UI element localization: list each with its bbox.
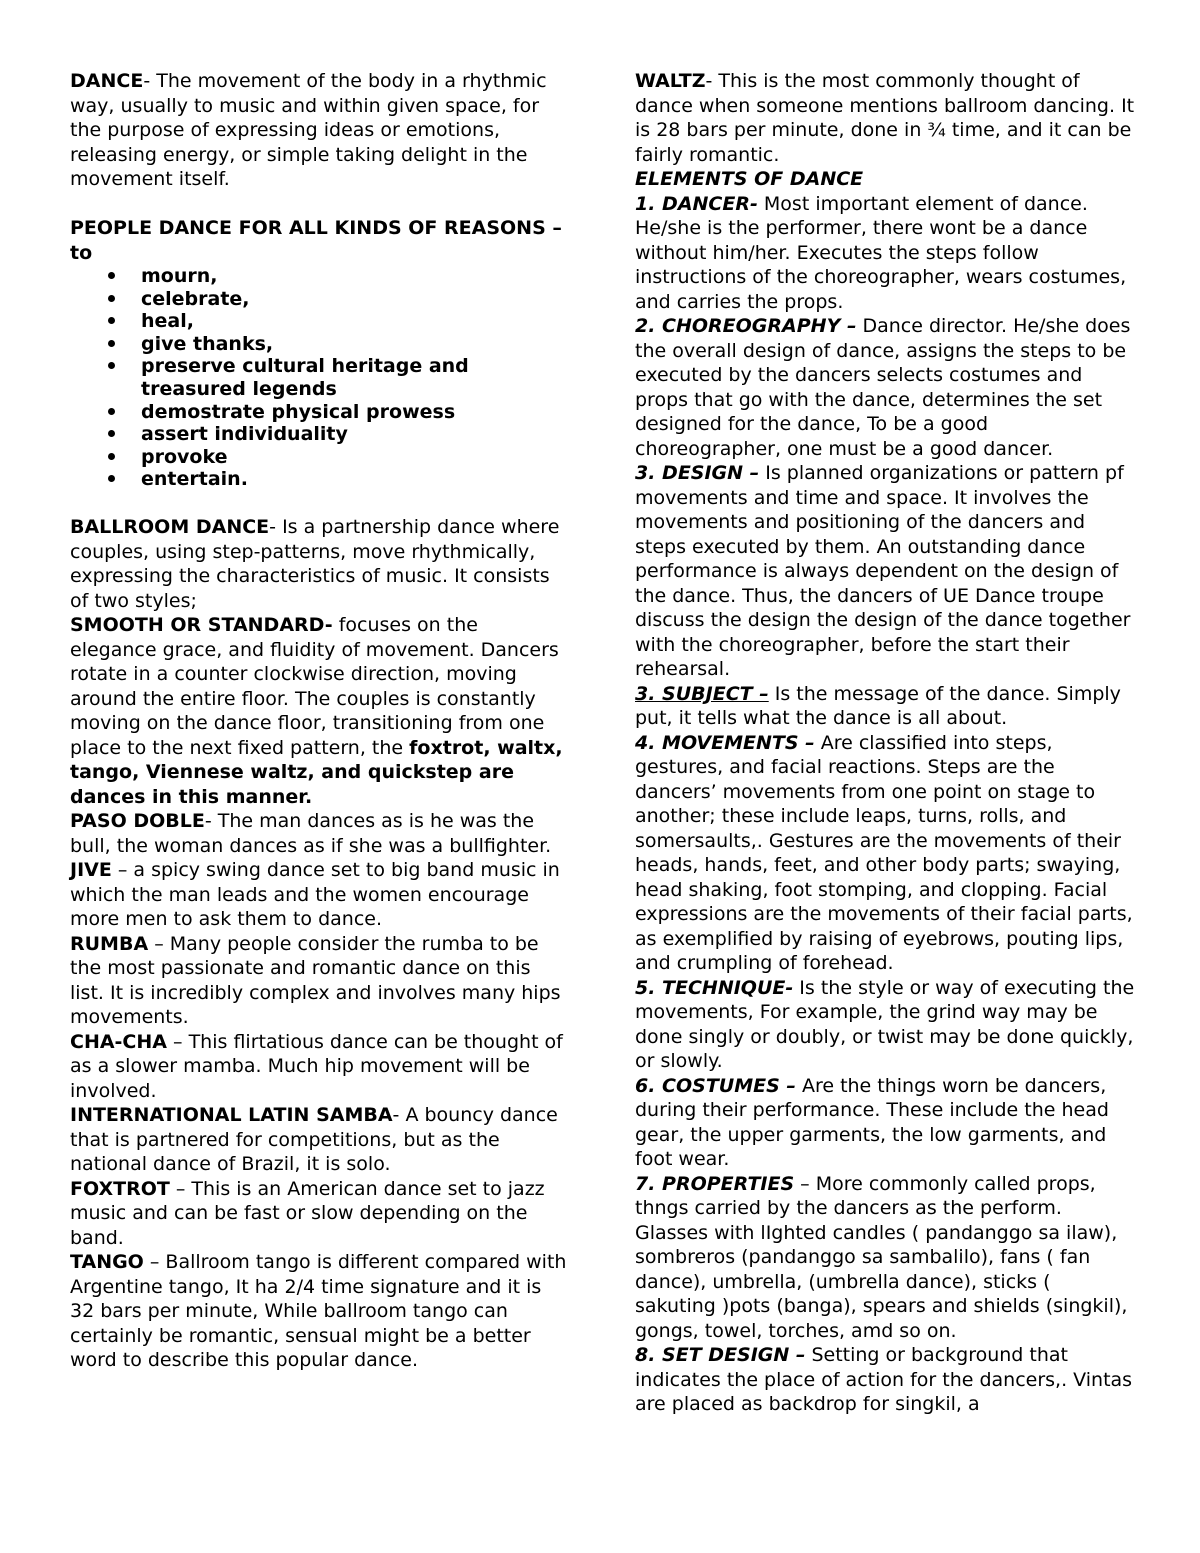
element-movements: 4. MOVEMENTS – Are classified into steps, gestures, and facial reactions. Steps are the dancers’ movements from one point on stage to another; these include leaps, turns, rolls, and somersaults,. Gestures are the movements of their heads, hands, feet, and other body parts; swaying, head shaking, foot stomping, and clopping. Facial expressions are the movements of their facial parts, as exemplified by raising of eyebrows, pouting lips, and crumpling of forehead. xyxy=(635,731,1133,974)
element-technique: 5. TECHNIQUE- Is the style or way of executing the movements, For example, the grind way may be done singly or doubly, or twist may be done quickly, or slowly. xyxy=(635,976,1135,1072)
reasons-list xyxy=(70,265,570,491)
waltz-definition: WALTZ- This is the most commonly thought of dance when someone mentions ballroom dancing. It is 28 bars per minute, done in ¾ time, and it can be fairly romantic. xyxy=(635,70,1135,166)
list-item: assert individuality xyxy=(141,423,570,446)
list-item: give thanks, xyxy=(141,333,570,356)
cha-cha-definition: CHA-CHA – This flirtatious dance can be thought of as a slower mamba. Much hip movement will be involved. xyxy=(70,1030,563,1102)
left-column xyxy=(70,69,570,1373)
list-item: mourn, xyxy=(141,265,570,288)
list-item: preserve cultural heritage and treasured legends xyxy=(141,355,570,400)
dance-definition: DANCE- The movement of the body in a rhythmic way, usually to music and within given space, for the purpose of expressing ideas or emotions, releasing energy, or simple taking delight in the movement itself. xyxy=(70,70,547,190)
list-item: heal, xyxy=(141,310,570,333)
tango-definition: TANGO – Ballroom tango is different compared with Argentine tango, It ha 2/4 time signature and it is 32 bars per minute, While ballroom tango can certainly be romantic, sensual might be a better word to describe this popular dance. xyxy=(70,1251,567,1372)
right-column xyxy=(635,69,1135,1417)
elements-heading: ELEMENTS OF DANCE xyxy=(635,168,864,190)
samba-definition: INTERNATIONAL LATIN SAMBA- A bouncy dance that is partnered for competitions, but as the national dance of Brazil, it is solo. xyxy=(70,1104,558,1176)
list-item: entertain. xyxy=(141,468,570,491)
element-choreography: 2. CHOREOGRAPHY – Dance director. He/she does the overall design of dance, assigns the steps to be executed by the dancers selects costumes and props that go with the dance, determines the set designed for the dance, To be a good choreographer, one must be a good dancer. xyxy=(635,315,1131,460)
element-design: 3. DESIGN – Is planned organizations or pattern pf movements and time and space. It involves the movements and positioning of the dancers and steps executed by them. An outstanding dance performance is always dependent on the design of the dance. Thus, the dancers of UE Dance troupe discuss the design the design of the dance together with the choreographer, before the start their rehearsal. xyxy=(635,462,1131,680)
paso-doble-definition: PASO DOBLE- The man dances as is he was the bull, the woman dances as if she was a bullfighter. xyxy=(70,810,552,857)
element-subject: 3. SUBJECT – Is the message of the dance. Simply put, it tells what the dance is all about. xyxy=(635,682,1121,729)
list-item: provoke xyxy=(141,446,570,469)
term-dance: DANCE xyxy=(70,70,144,92)
element-costumes: 6. COSTUMES – Are the things worn be dancers, during their performance. These include the head gear, the upper garments, the low garments, and foot wear. xyxy=(635,1074,1109,1170)
foxtrot-definition: FOXTROT – This is an American dance set to jazz music and can be fast or slow depending on the band. xyxy=(70,1177,545,1249)
list-item: celebrate, xyxy=(141,288,570,311)
element-set-design: 8. SET DESIGN – Setting or background that indicates the place of action for the dancers,. Vintas are placed as backdrop for singkil, a xyxy=(635,1344,1133,1415)
jive-definition: JIVE – a spicy swing dance set to big band music in which the man leads and the women encourage more men to ask them to dance. xyxy=(70,859,560,931)
reasons-heading: PEOPLE DANCE FOR ALL KINDS OF REASONS – to xyxy=(70,217,562,264)
rumba-definition: RUMBA – Many people consider the rumba to be the most passionate and romantic dance on this list. It is incredibly complex and involves many hips movements. xyxy=(70,932,561,1029)
list-item: demostrate physical prowess xyxy=(141,401,570,424)
element-properties: 7. PROPERTIES – More commonly called props, thngs carried by the dancers as the perform. Glasses with lIghted candles ( pandanggo sa ilaw), sombreros (pandanggo sa sambalilo), fans ( fan dance), umbrella, (umbrella dance), sticks ( sakuting )pots (banga), spears and shields (singkil), gongs, towel, torches, amd so on. xyxy=(635,1172,1128,1342)
smooth-definition: SMOOTH OR STANDARD- focuses on the elegance grace, and fluidity of movement. Dancers rotate in a counter clockwise direction, moving around the entire floor. The couples is constantly moving on the dance floor, transitioning from one place to the next fixed pattern, the foxtrot, waltx, tango, Viennese waltz, and quickstep are dances in this manner. xyxy=(70,614,563,808)
element-dancer: 1. DANCER- Most important element of dance. He/she is the performer, there wont be a dance without him/her. Executes the steps follow instructions of the choreographer, wears costumes, and carries the props. xyxy=(635,192,1127,313)
ballroom-definition: BALLROOM DANCE- Is a partnership dance where couples, using step-patterns, move rhythmically, expressing the characteristics of music. It consists of two styles; xyxy=(70,516,560,612)
